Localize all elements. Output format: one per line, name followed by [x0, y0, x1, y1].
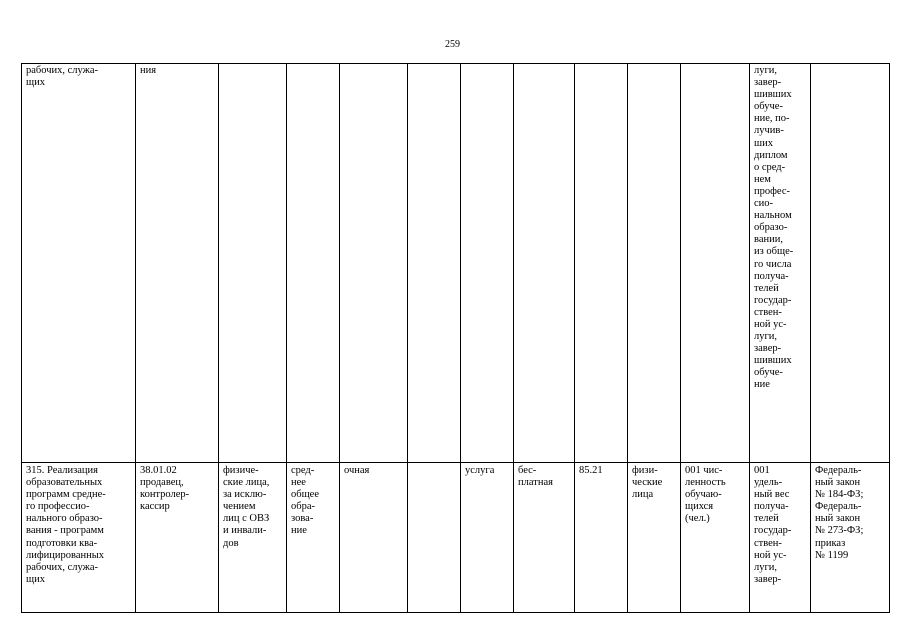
cell-volume-indicator [681, 64, 750, 463]
registry-table [21, 63, 890, 613]
table-row-315 [22, 463, 890, 613]
cell-legal-basis [811, 64, 890, 463]
cell-consumers: физиче- ские лица, за исклю- чением лиц с ОВЗ и инвали- дов [219, 463, 287, 613]
cell-empty [408, 64, 461, 463]
cell-empty [408, 463, 461, 613]
cell-profession: ния [136, 64, 219, 463]
cell-okved: 85.21 [575, 463, 628, 613]
cell-form: очная [340, 463, 408, 613]
page-number: 259 [445, 39, 460, 50]
cell-education-level: сред- нее общее обра- зова- ние [287, 463, 340, 613]
table-row-continued [22, 64, 890, 463]
cell-payment: бес- платная [514, 463, 575, 613]
cell-form [340, 64, 408, 463]
cell-type [461, 64, 514, 463]
cell-consumer-category: физи- ческие лица [628, 463, 681, 613]
cell-profession: 38.01.02 продавец, контролер- кассир [136, 463, 219, 613]
cell-education-level [287, 64, 340, 463]
cell-legal-basis: Федераль- ный закон № 184-ФЗ; Федераль- ный закон № 273-ФЗ; приказ № 1199 [811, 463, 890, 613]
cell-payment [514, 64, 575, 463]
cell-type: услуга [461, 463, 514, 613]
cell-quality-indicator: луги, завер- шивших обуче- ние, по- лучив- ших диплом о сред- нем профес- сио- нальном образо- вании, из обще- го числа получа- телей государ- ствен- ной ус- луги, завер- шивших обуче- ние [750, 64, 811, 463]
cell-okved [575, 64, 628, 463]
cell-volume-indicator: 001 чис- ленность обучаю- щихся (чел.) [681, 463, 750, 613]
cell-service-name: 315. Реализация образовательных программ средне- го профессио- нального образо- вания - программ подготовки ква- лифицированных рабочих, служа- щих [22, 463, 136, 613]
cell-consumers [219, 64, 287, 463]
cell-service-name: рабочих, служа- щих [22, 64, 136, 463]
cell-quality-indicator: 001 удель- ный вес получа- телей государ- ствен- ной ус- луги, завер- [750, 463, 811, 613]
cell-consumer-category [628, 64, 681, 463]
